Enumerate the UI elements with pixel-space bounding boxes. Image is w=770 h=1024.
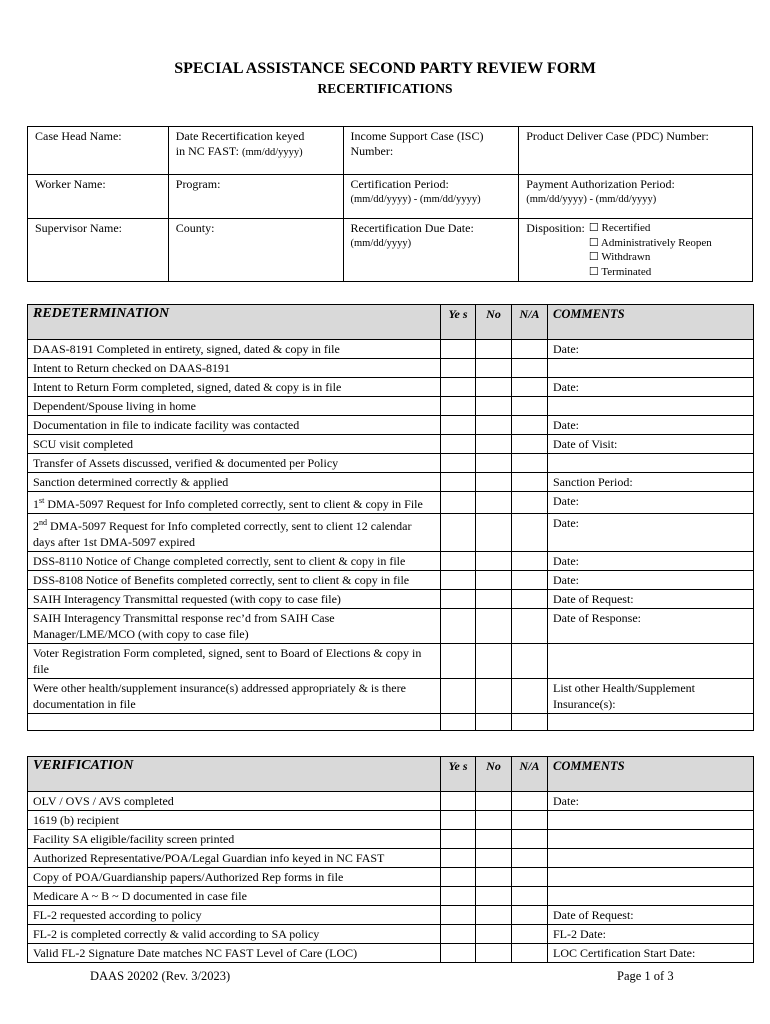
no-cell[interactable] [476, 887, 512, 906]
comment-cell[interactable] [548, 644, 754, 679]
comment-cell[interactable]: Date: [548, 552, 754, 571]
no-cell[interactable] [476, 644, 512, 679]
yes-cell[interactable] [441, 492, 476, 514]
yes-cell[interactable] [441, 378, 476, 397]
yes-cell[interactable] [441, 644, 476, 679]
no-cell[interactable] [476, 416, 512, 435]
no-cell[interactable] [476, 868, 512, 887]
table-row: Voter Registration Form completed, signed, sent to Board of Elections & copy in file [28, 644, 754, 679]
comment-cell[interactable]: Date: [548, 792, 754, 811]
na-cell[interactable] [512, 830, 548, 849]
na-cell[interactable] [512, 492, 548, 514]
yes-column-header: Ye s [441, 757, 476, 792]
no-cell[interactable] [476, 378, 512, 397]
no-cell[interactable] [476, 397, 512, 416]
na-cell[interactable] [512, 679, 548, 714]
table-row: DSS-8110 Notice of Change completed correctly, sent to client & copy in file Date: [28, 552, 754, 571]
case-info-table [27, 126, 753, 282]
table-row [28, 714, 754, 731]
yes-cell[interactable] [441, 906, 476, 925]
no-cell[interactable] [476, 830, 512, 849]
comment-cell[interactable]: Date of Request: [548, 590, 754, 609]
no-cell[interactable] [476, 679, 512, 714]
comment-cell[interactable]: Sanction Period: [548, 473, 754, 492]
yes-cell[interactable] [441, 473, 476, 492]
recert-due-date-field[interactable]: Recertification Due Date: (mm/dd/yyyy) [343, 219, 519, 282]
na-cell[interactable] [512, 868, 548, 887]
no-cell[interactable] [476, 944, 512, 963]
yes-cell[interactable] [441, 944, 476, 963]
comment-cell[interactable] [548, 359, 754, 378]
comment-cell[interactable] [548, 830, 754, 849]
redetermination-heading: REDETERMINATION [28, 305, 441, 340]
yes-cell[interactable] [441, 514, 476, 552]
comment-cell[interactable]: Date: [548, 416, 754, 435]
comment-cell[interactable] [548, 811, 754, 830]
program-field[interactable]: Program: [168, 175, 343, 219]
certification-period-field[interactable]: Certification Period: (mm/dd/yyyy) - (mm/dd/yyyy) [343, 175, 519, 219]
na-cell[interactable] [512, 609, 548, 644]
disposition-field: Disposition: ☐ Recertified ☐ Administratively Reopen ☐ Withdrawn ☐ Terminated [519, 219, 753, 282]
disposition-recertified-checkbox[interactable]: ☐ Recertified [588, 222, 651, 234]
table-row: SAIH Interagency Transmittal requested (with copy to case file) Date of Request: [28, 590, 754, 609]
yes-cell[interactable] [441, 811, 476, 830]
table-row: Intent to Return checked on DAAS-8191 [28, 359, 754, 378]
na-cell[interactable] [512, 435, 548, 454]
yes-cell[interactable] [441, 925, 476, 944]
no-cell[interactable] [476, 552, 512, 571]
no-cell[interactable] [476, 609, 512, 644]
comments-column-header: COMMENTS [548, 305, 754, 340]
na-cell[interactable] [512, 925, 548, 944]
na-cell[interactable] [512, 473, 548, 492]
table-row: Were other health/supplement insurance(s) addressed appropriately & is there documentation in file List other Health/Supplement Insurance(s): [28, 679, 754, 714]
no-cell[interactable] [476, 454, 512, 473]
disposition-reopen-checkbox[interactable]: ☐ Administratively Reopen [588, 236, 712, 249]
yes-cell[interactable] [441, 609, 476, 644]
yes-cell[interactable] [441, 830, 476, 849]
isc-number-field[interactable]: Income Support Case (ISC) Number: [343, 127, 519, 175]
comment-cell[interactable]: List other Health/Supplement Insurance(s): [548, 679, 754, 714]
table-row: 1619 (b) recipient [28, 811, 754, 830]
no-cell[interactable] [476, 849, 512, 868]
comment-cell[interactable] [548, 868, 754, 887]
no-cell[interactable] [476, 925, 512, 944]
table-row: Authorized Representative/POA/Legal Guardian info keyed in NC FAST [28, 849, 754, 868]
yes-cell[interactable] [441, 887, 476, 906]
pdc-number-field[interactable]: Product Deliver Case (PDC) Number: [519, 127, 753, 175]
na-cell[interactable] [512, 397, 548, 416]
table-row: 2nd DMA-5097 Request for Info completed correctly, sent to client 12 calendar days after 1st DMA-5097 expired Date: [28, 514, 754, 552]
comment-cell[interactable]: Date: [548, 378, 754, 397]
yes-cell[interactable] [441, 571, 476, 590]
table-row: Transfer of Assets discussed, verified & documented per Policy [28, 454, 754, 473]
no-cell[interactable] [476, 590, 512, 609]
table-row: DAAS-8191 Completed in entirety, signed, dated & copy in file Date: [28, 340, 754, 359]
table-row: Documentation in file to indicate facility was contacted Date: [28, 416, 754, 435]
comment-cell[interactable]: Date: [548, 571, 754, 590]
no-cell[interactable] [476, 811, 512, 830]
na-cell[interactable] [512, 454, 548, 473]
case-head-name-field[interactable]: Case Head Name: [28, 127, 169, 175]
payment-auth-period-field[interactable]: Payment Authorization Period: (mm/dd/yyyy) - (mm/dd/yyyy) [519, 175, 753, 219]
na-cell[interactable] [512, 644, 548, 679]
na-cell[interactable] [512, 416, 548, 435]
table-row: Sanction determined correctly & applied Sanction Period: [28, 473, 754, 492]
na-cell[interactable] [512, 887, 548, 906]
comment-cell[interactable]: Date: [548, 340, 754, 359]
no-column-header: No [476, 305, 512, 340]
no-cell[interactable] [476, 435, 512, 454]
no-cell[interactable] [476, 514, 512, 552]
yes-cell[interactable] [441, 792, 476, 811]
table-row: FL-2 is completed correctly & valid according to SA policy FL-2 Date: [28, 925, 754, 944]
comment-cell[interactable] [548, 397, 754, 416]
table-row: Dependent/Spouse living in home [28, 397, 754, 416]
na-cell[interactable] [512, 514, 548, 552]
comment-cell[interactable] [548, 849, 754, 868]
table-row: Medicare A ~ B ~ D documented in case file [28, 887, 754, 906]
table-row: DSS-8108 Notice of Benefits completed correctly, sent to client & copy in file Date: [28, 571, 754, 590]
form-id: DAAS 20202 (Rev. 3/2023) [90, 969, 231, 983]
form-title: SPECIAL ASSISTANCE SECOND PARTY REVIEW FORM [174, 60, 596, 77]
na-cell[interactable] [512, 906, 548, 925]
table-row: SCU visit completed Date of Visit: [28, 435, 754, 454]
date-recert-keyed-field[interactable]: Date Recertification keyed in NC FAST: (mm/dd/yyyy) [168, 127, 343, 175]
comment-cell[interactable] [548, 887, 754, 906]
na-cell[interactable] [512, 340, 548, 359]
no-cell[interactable] [476, 906, 512, 925]
comment-cell[interactable] [548, 454, 754, 473]
verification-table [27, 756, 754, 963]
yes-cell[interactable] [441, 868, 476, 887]
comment-cell[interactable]: FL-2 Date: [548, 925, 754, 944]
no-cell[interactable] [476, 792, 512, 811]
na-cell[interactable] [512, 811, 548, 830]
na-cell[interactable] [512, 944, 548, 963]
table-row: Copy of POA/Guardianship papers/Authorized Rep forms in file [28, 868, 754, 887]
worker-name-field[interactable]: Worker Name: [28, 175, 169, 219]
yes-cell[interactable] [441, 679, 476, 714]
table-row: FL-2 requested according to policy Date of Request: [28, 906, 754, 925]
redetermination-table [27, 304, 754, 731]
na-cell[interactable] [512, 792, 548, 811]
table-row: OLV / OVS / AVS completed Date: [28, 792, 754, 811]
na-column-header: N/A [512, 757, 548, 792]
na-cell[interactable] [512, 552, 548, 571]
table-row: Valid FL-2 Signature Date matches NC FAST Level of Care (LOC) LOC Certification Start Date: [28, 944, 754, 963]
yes-cell[interactable] [441, 416, 476, 435]
supervisor-name-field[interactable]: Supervisor Name: [28, 219, 169, 282]
comment-cell[interactable]: Date: [548, 492, 754, 514]
yes-cell[interactable] [441, 454, 476, 473]
yes-column-header: Ye s [441, 305, 476, 340]
comment-cell[interactable]: Date of Visit: [548, 435, 754, 454]
no-cell[interactable] [476, 359, 512, 378]
no-cell[interactable] [476, 571, 512, 590]
na-cell[interactable] [512, 359, 548, 378]
comments-column-header: COMMENTS [548, 757, 754, 792]
no-column-header: No [476, 757, 512, 792]
yes-cell[interactable] [441, 340, 476, 359]
disposition-withdrawn-checkbox[interactable]: ☐ Withdrawn [588, 251, 651, 263]
form-subtitle: RECERTIFICATIONS [317, 81, 453, 96]
yes-cell[interactable] [441, 552, 476, 571]
comment-cell[interactable]: Date of Response: [548, 609, 754, 644]
county-field[interactable]: County: [168, 219, 343, 282]
yes-cell[interactable] [441, 435, 476, 454]
yes-cell[interactable] [441, 849, 476, 868]
page-number: Page 1 of 3 [617, 969, 674, 983]
table-row: SAIH Interagency Transmittal response rec’d from SAIH Case Manager/LME/MCO (with copy to case file) Date of Response: [28, 609, 754, 644]
verification-heading: VERIFICATION [28, 757, 441, 792]
no-cell[interactable] [476, 492, 512, 514]
comment-cell[interactable]: Date of Request: [548, 906, 754, 925]
na-cell[interactable] [512, 571, 548, 590]
na-cell[interactable] [512, 849, 548, 868]
table-row: 1st DMA-5097 Request for Info completed correctly, sent to client & copy in File Date: [28, 492, 754, 514]
na-column-header: N/A [512, 305, 548, 340]
table-row: Intent to Return Form completed, signed, dated & copy is in file Date: [28, 378, 754, 397]
comment-cell[interactable]: Date: [548, 514, 754, 552]
no-cell[interactable] [476, 473, 512, 492]
yes-cell[interactable] [441, 397, 476, 416]
yes-cell[interactable] [441, 590, 476, 609]
disposition-terminated-checkbox[interactable]: ☐ Terminated [588, 265, 652, 278]
no-cell[interactable] [476, 340, 512, 359]
na-cell[interactable] [512, 590, 548, 609]
comment-cell[interactable]: LOC Certification Start Date: [548, 944, 754, 963]
yes-cell[interactable] [441, 359, 476, 378]
table-row: Facility SA eligible/facility screen printed [28, 830, 754, 849]
na-cell[interactable] [512, 378, 548, 397]
